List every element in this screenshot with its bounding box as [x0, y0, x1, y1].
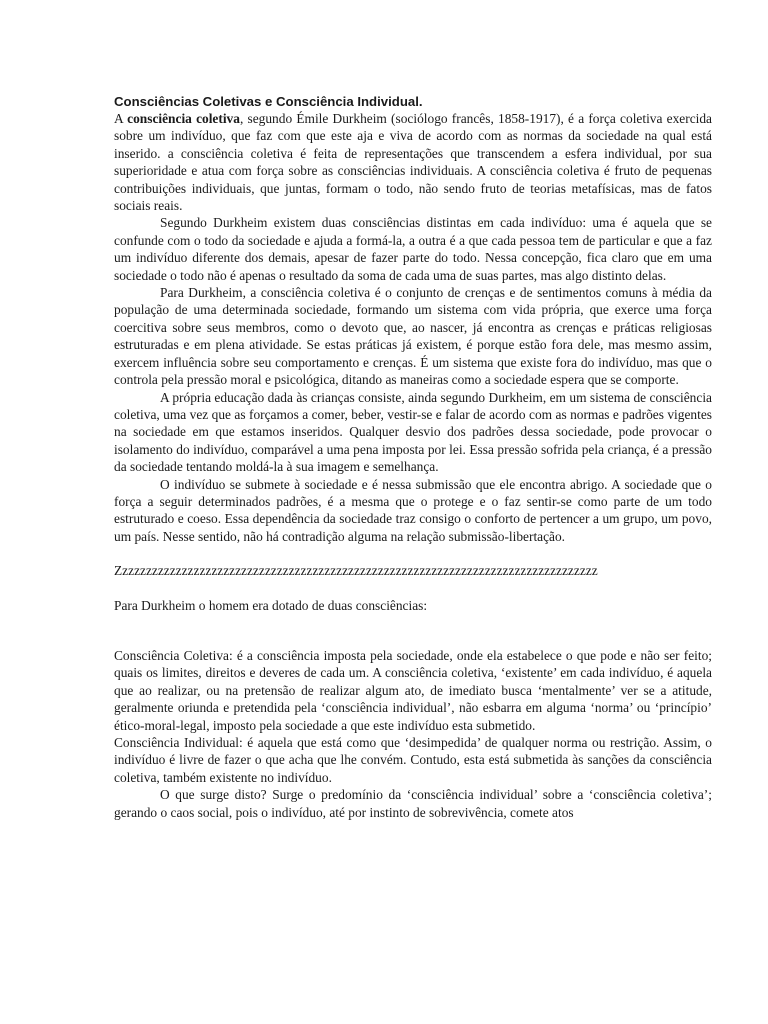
paragraph-1-body: , segundo Émile Durkheim (sociólogo francês, 1858-1917), é a força coletiva exercida sobre um indivíduo, que faz com que este aja e viva de acordo com as normas da sociedade na qual está inserido. a consciência coletiva é feita de representações que transcendem a esfera individual, por sua superioridade e atua com força sobre as consciências individuais. A consciência coletiva é fruto de pequenas contribuições individuais, que juntas, formam o todo, não sendo fruto de teorias metafísicas, mas de fatos sociais reais. [114, 111, 712, 214]
separator-line: Zzzzzzzzzzzzzzzzzzzzzzzzzzzzzzzzzzzzzzzzzzzzzzzzzzzzzzzzzzzzzzzzzzzzzzzzzzzzzzzzz [114, 563, 598, 579]
definitions-section [114, 647, 712, 821]
paragraph-4: A própria educação dada às crianças consiste, ainda segundo Durkheim, em um sistema de consciência coletiva, uma vez que as forçamos a comer, beber, vestir-se e falar de acordo com as normas e padrões vigentes na sociedade em que estamos inseridos. Qualquer desvio dos padrões dessa sociedade, pode provocar o isolamento do indivíduo, comparável a uma pena imposta por lei. Essa pressão sofrida pela criança, é a pressão da sociedade tentando moldá-la à sua imagem e semelhança. [114, 389, 712, 475]
document-title: Consciências Coletivas e Consciência Individual. [114, 94, 423, 109]
paragraph-1 [114, 110, 712, 214]
definition-consciencia-coletiva: Consciência Coletiva: é a consciência imposta pela sociedade, onde ela estabelece o que pode e não ser feito; quais os limites, direitos e deveres de cada um. A consciência coletiva, ‘existente’ em cada indivíduo, é aquela que ao realizar, ou na pretensão de realizar algum ato, de imediato busca ‘mentalmente’ ver se a atitude, geralmente oriunda e pretendida pela ‘consciência individual’, não esbarra em alguma ‘norma’ ou ‘princípio’ ético-moral-legal, imposto pela sociedade a que este indivíduo esta submetido. [114, 647, 712, 733]
paragraph-5: O indivíduo se submete à sociedade e é nessa submissão que ele encontra abrigo. A sociedade que o força a seguir determinados padrões, é a mesma que o protege e o faz sentir-se como parte de um todo estruturado e coeso. Essa dependência da sociedade traz consigo o conforto de pertencer a um grupo, um povo, um país. Nesse sentido, não há contradição alguma na relação submissão-libertação. [114, 476, 712, 544]
definition-consciencia-individual: Consciência Individual: é aquela que está como que ‘desimpedida’ de qualquer norma ou restrição. Assim, o indivíduo é livre de fazer o que acha que lhe convém. Contudo, esta está submetida às sanções da consciência coletiva, também existente no indivíduo. [114, 735, 712, 785]
term-consciencia-coletiva: consciência coletiva [127, 111, 240, 126]
paragraph-conclusion: O que surge disto? Surge o predomínio da ‘consciência individual’ sobre a ‘consciência coletiva’; gerando o caos social, pois o indivíduo, até por instinto de sobrevivência, comete atos [114, 787, 712, 820]
paragraph-2: Segundo Durkheim existem duas consciências distintas em cada indivíduo: uma é aquela que se confunde com o todo da sociedade e ajuda a formá-la, a outra é a que cada pessoa tem de particular e que a faz um indivíduo diferente dos demais, apesar de fazer parte do todo. Nessa concepção, fica claro que em uma sociedade o todo não é apenas o resultado da soma de cada uma de suas partes, mas algo distinto delas. [114, 215, 712, 283]
paragraph-3: Para Durkheim, a consciência coletiva é o conjunto de crenças e de sentimentos comuns à média da população de uma determinada sociedade, formando um sistema com vida própria, que exerce uma força coercitiva sobre seus membros, como o devoto que, ao nascer, já encontra as crenças e práticas religiosas estruturadas e em plena atividade. Se estas práticas já existem, é porque estão fora dele, mas mesmo assim, exercem influência sobre seu comportamento e crenças. É um sistema que existe fora do indivíduo, mas que o controla pela pressão moral e psicológica, ditando as maneiras como a sociedade espera que se comporte. [114, 285, 712, 388]
document-page [114, 93, 712, 821]
intro-line: Para Durkheim o homem era dotado de duas consciências: [114, 597, 428, 613]
paragraph-1-lead: A [114, 111, 128, 126]
